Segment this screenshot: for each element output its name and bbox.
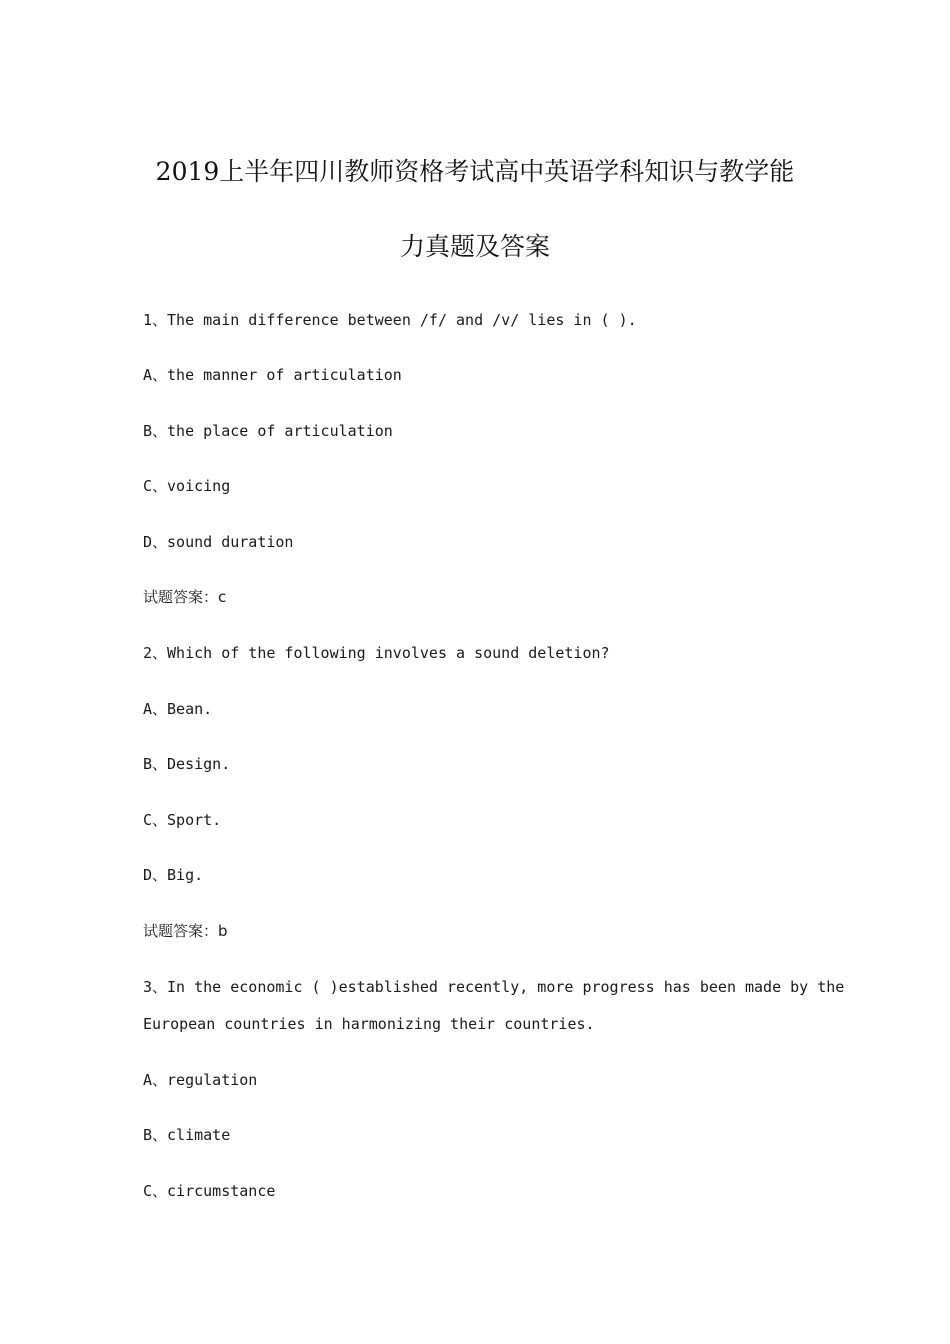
- question-1-stem: 1、The main difference between /f/ and /v/ lies in ( ).: [143, 311, 637, 329]
- question-3-option-c: C、circumstance: [143, 1182, 276, 1200]
- question-3-stem-line-2: European countries in harmonizing their countries.: [143, 1015, 595, 1033]
- document-title-line-2: 力真题及答案: [399, 232, 550, 261]
- question-1-option-c: C、voicing: [143, 477, 231, 495]
- question-2-option-b: B、Design.: [143, 755, 231, 773]
- question-3-option-a: A、regulation: [143, 1071, 258, 1089]
- question-3-stem-line-1: 3、In the economic ( )established recently, more progress has been made by the: [143, 978, 845, 996]
- question-2-stem: 2、Which of the following involves a sound deletion?: [143, 644, 610, 662]
- question-1-option-d: D、sound duration: [143, 533, 294, 551]
- question-3-option-b: B、climate: [143, 1126, 231, 1144]
- question-1-answer: 试题答案：c: [143, 588, 227, 606]
- question-2-option-a: A、Bean.: [143, 700, 213, 718]
- question-1-option-a: A、the manner of articulation: [143, 366, 402, 384]
- question-2-option-c: C、Sport.: [143, 811, 222, 829]
- question-1-option-b: B、the place of articulation: [143, 422, 393, 440]
- question-2-option-d: D、Big.: [143, 866, 204, 884]
- question-2-answer: 试题答案：b: [143, 922, 228, 940]
- document-title-line-1: 2019上半年四川教师资格考试高中英语学科知识与教学能: [155, 157, 795, 186]
